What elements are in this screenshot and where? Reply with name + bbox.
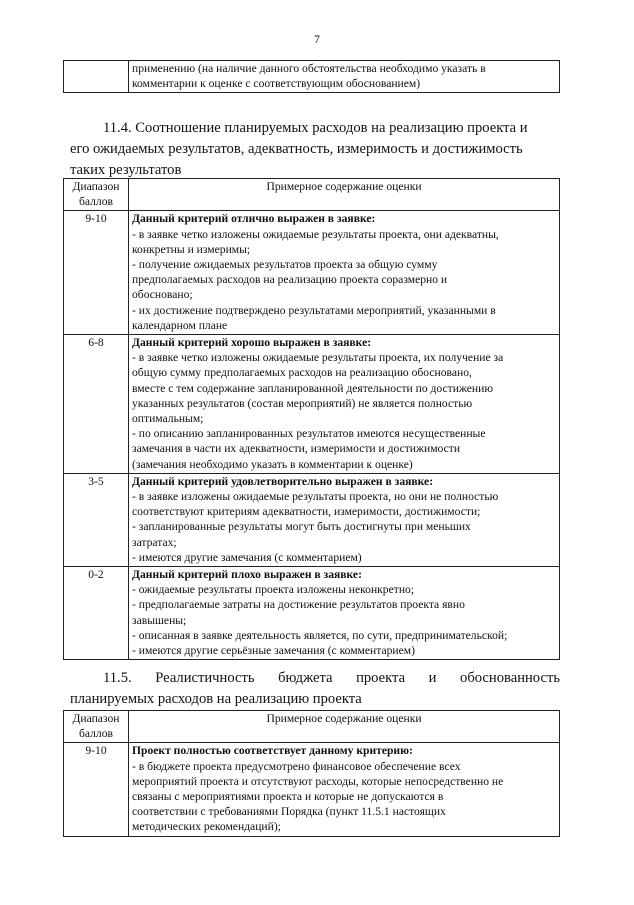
content-cell: [129, 335, 560, 474]
heading-line: планируемых расходов на реализацию проекта: [70, 691, 362, 707]
criterion-title: Данный критерий отлично выражен в заявке:: [132, 212, 376, 226]
heading-word: бюджета: [278, 670, 333, 686]
column-header-range: Диапазон баллов: [64, 179, 129, 211]
content-line: - в заявке четко изложены ожидаемые результаты проекта, их получение за: [132, 351, 504, 365]
content-line: - предполагаемые затраты на достижение результатов проекта явно: [132, 598, 465, 612]
content-line: затратах;: [132, 535, 177, 549]
content-line: календарном плане: [132, 318, 228, 332]
content-line: завышены;: [132, 613, 187, 627]
content-line: - получение ожидаемых результатов проекта за общую сумму: [132, 258, 438, 272]
heading-word: 11.5.: [103, 670, 132, 686]
content-line: - ожидаемые результаты проекта изложены неконкретно;: [132, 583, 415, 597]
content-line: соответствии с требованиями Порядка (пункт 11.5.1 настоящих: [132, 805, 446, 819]
criterion-title: Данный критерий плохо выражен в заявке:: [132, 568, 362, 582]
content-line: - запланированные результаты могут быть достигнуты при меньших: [132, 520, 471, 534]
heading-line: таких результатов: [70, 162, 182, 178]
heading-line: его ожидаемых результатов, адекватность, измеримость и достижимость: [70, 141, 523, 157]
content-line: (замечания необходимо указать в комментарии к оценке): [132, 457, 413, 471]
heading-word: Реалистичность: [155, 670, 255, 686]
section-heading-11-5: [70, 668, 560, 710]
score-range: 6-8: [64, 335, 129, 474]
table-row: [64, 335, 560, 474]
column-header-content: Примерное содержание оценки: [129, 711, 560, 743]
content-cell: [129, 473, 560, 566]
criterion-title: Данный критерий хорошо выражен в заявке:: [132, 336, 372, 350]
score-range: 0-2: [64, 567, 129, 660]
table-header-row: [64, 711, 560, 743]
heading-line: [70, 668, 560, 689]
range-cell: [64, 61, 129, 93]
heading-line: 11.4. Соотношение планируемых расходов на реализацию проекта и: [103, 120, 528, 136]
content-line: - в заявке изложены ожидаемые результаты проекта, но они не полностью: [132, 490, 499, 504]
content-cell: [129, 567, 560, 660]
content-line: - их достижение подтверждено результатами мероприятий, указанными в: [132, 303, 496, 317]
score-range: 9-10: [64, 211, 129, 335]
content-line: замечания в части их адекватности, измеримости и достижимости: [132, 442, 461, 456]
content-line: - имеются другие серьёзные замечания (с комментарием): [132, 644, 415, 658]
heading-word: проекта: [356, 670, 406, 686]
column-header-range: Диапазон баллов: [64, 711, 129, 743]
table-row: [64, 743, 560, 836]
continued-table: [63, 60, 560, 93]
content-line: - имеются другие замечания (с комментарием): [132, 550, 362, 564]
content-line: - описанная в заявке деятельность является, по сути, предпринимательской;: [132, 628, 508, 642]
content-line: общую сумму предполагаемых расходов на реализацию обосновано,: [132, 366, 472, 380]
content-line: оптимальным;: [132, 412, 204, 426]
criterion-title: Проект полностью соответствует данному критерию:: [132, 744, 413, 758]
table-row: [64, 211, 560, 335]
content-line: обосновано;: [132, 288, 193, 302]
content-line: - по описанию запланированных результатов имеются несущественные: [132, 427, 486, 441]
section-heading-11-4: [70, 118, 560, 181]
content-line: соответствуют критериям адекватности, измеримости, достижимости;: [132, 505, 481, 519]
content-line: мероприятий проекта и отсутствуют расходы, которые непосредственно не: [132, 774, 504, 788]
table-row: [64, 473, 560, 566]
content-line: связаны с мероприятиями проекта и которые не допускаются в: [132, 790, 444, 804]
content-line: предполагаемых расходов на реализацию проекта соразмерно и: [132, 273, 448, 287]
content-cell: [129, 743, 560, 836]
content-line: методических рекомендаций);: [132, 820, 281, 834]
score-range: 9-10: [64, 743, 129, 836]
content-line: комментарии к оценке с соответствующим обоснованием): [132, 77, 421, 91]
score-range: 3-5: [64, 473, 129, 566]
criteria-table-11-4: [63, 178, 560, 660]
criteria-table-11-5: [63, 710, 560, 837]
content-line: - в бюджете проекта предусмотрено финансовое обеспечение всех: [132, 759, 461, 773]
heading-word: и: [428, 670, 437, 686]
content-cell: [129, 61, 560, 93]
table-row: [64, 61, 560, 93]
content-line: конкретны и измеримы;: [132, 242, 251, 256]
content-line: вместе с тем содержание запланированной деятельности по достижению: [132, 381, 493, 395]
table-header-row: [64, 179, 560, 211]
content-line: применению (на наличие данного обстоятельства необходимо указать в: [132, 62, 486, 75]
content-line: указанных результатов (состав мероприятий) не является полностью: [132, 396, 473, 410]
criterion-title: Данный критерий удовлетворительно выражен в заявке:: [132, 474, 434, 488]
content-line: - в заявке четко изложены ожидаемые результаты проекта, они адекватны,: [132, 227, 499, 241]
content-cell: [129, 211, 560, 335]
table-row: [64, 567, 560, 660]
column-header-content: Примерное содержание оценки: [129, 179, 560, 211]
heading-word: обоснованность: [460, 670, 560, 686]
page-number: 7: [314, 32, 320, 46]
